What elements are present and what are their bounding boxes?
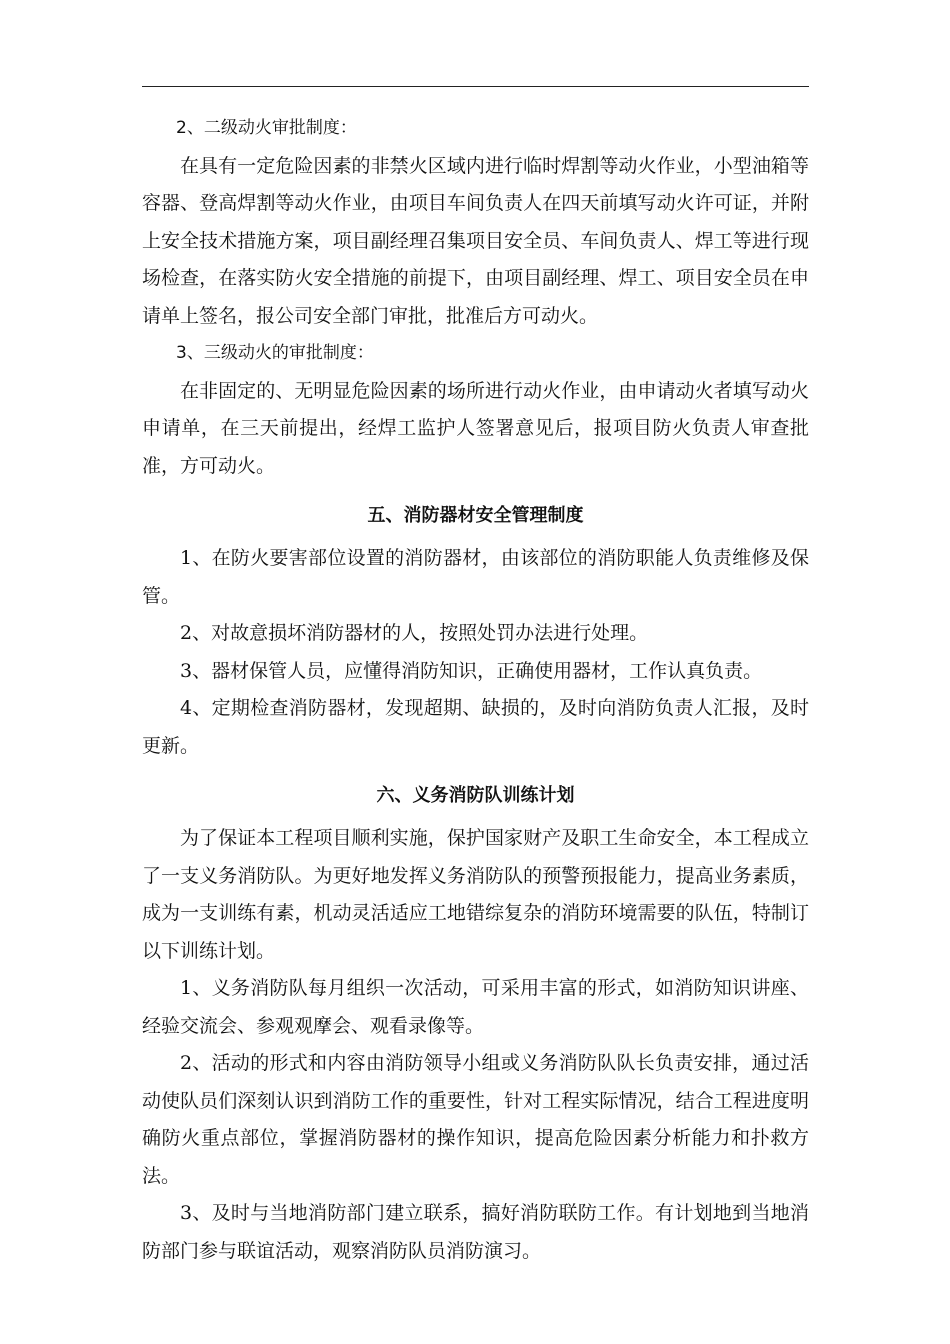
subheading-third-level-approval: 3、三级动火的审批制度：: [176, 343, 374, 363]
paragraph-training-3: 3、及时与当地消防部门建立联系，搞好消防联防工作。有计划地到当地消防部门参与联谊活动，观察消防队员消防演习。: [142, 1202, 809, 1262]
paragraph-equipment-2: 2、对故意损坏消防器材的人，按照处罚办法进行处理。: [180, 622, 649, 644]
paragraph-training-2: 2、活动的形式和内容由消防领导小组或义务消防队队长负责安排，通过活动使队员们深刻认识到消防工作的重要性，针对工程实际情况，结合工程进度明确防火重点部位，掌握消防器材的操作知识，提高危险因素分析能力和扑救方法。: [142, 1052, 809, 1187]
paragraph-equipment-4: 4、定期检查消防器材，发现超期、缺损的，及时向消防负责人汇报，及时更新。: [142, 697, 809, 757]
subheading-second-level-approval: 2、二级动火审批制度：: [176, 118, 357, 138]
section-title-five: 五、消防器材安全管理制度: [367, 505, 584, 526]
paragraph-second-level-approval: 在具有一定危险因素的非禁火区域内进行临时焊割等动火作业，小型油箱等容器、登高焊割等动火作业，由项目车间负责人在四天前填写动火许可证，并附上安全技术措施方案，项目副经理召集项目安全员、车间负责人、焊工等进行现场检查，在落实防火安全措施的前提下，由项目副经理、焊工、项目安全员在申请单上签名，报公司安全部门审批，批准后方可动火。: [142, 154, 809, 327]
paragraph-training-intro: 为了保证本工程项目顺利实施，保护国家财产及职工生命安全，本工程成立了一支义务消防队。为更好地发挥义务消防队的预警预报能力，提高业务素质，成为一支训练有素，机动灵活适应工地错综复杂的消防环境需要的队伍，特制订以下训练计划。: [142, 827, 809, 962]
document-body: [142, 110, 809, 1270]
section-title-six: 六、义务消防队训练计划: [376, 785, 575, 806]
paragraph-training-1: 1、义务消防队每月组织一次活动，可采用丰富的形式，如消防知识讲座、经验交流会、参观观摩会、观看录像等。: [142, 977, 809, 1037]
header-rule: [142, 86, 809, 87]
paragraph-third-level-approval: 在非固定的、无明显危险因素的场所进行动火作业，由申请动火者填写动火申请单，在三天前提出，经焊工监护人签署意见后，报项目防火负责人审查批准，方可动火。: [142, 379, 809, 477]
paragraph-equipment-1: 1、在防火要害部位设置的消防器材，由该部位的消防职能人负责维修及保管。: [142, 547, 809, 607]
paragraph-equipment-3: 3、器材保管人员，应懂得消防知识，正确使用器材，工作认真负责。: [180, 659, 763, 682]
